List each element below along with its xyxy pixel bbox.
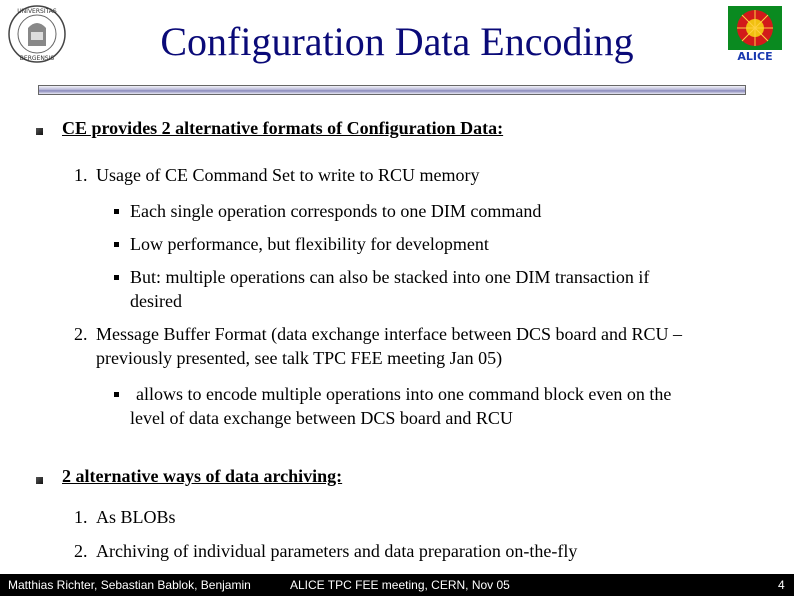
footer-authors: Matthias Richter, Sebastian Bablok, Benjamin [8,578,251,592]
slide-footer [0,574,794,596]
footer-page-number: 4 [778,578,785,592]
sub-item-text-continued: level of data exchange between DCS board and RCU [130,408,513,428]
list-number: 1. [74,507,88,527]
sub-item-text-continued: desired [130,291,182,311]
svg-text:BERGENSIS: BERGENSIS [19,55,55,62]
section-bullet-icon [36,128,43,135]
list-number: 2. [74,541,88,561]
list-item-text: Message Buffer Format (data exchange interface between DCS board and RCU – [96,324,682,344]
svg-text:UNIVERSITAS: UNIVERSITAS [17,8,57,15]
university-seal-logo [4,4,70,64]
svg-text:ALICE: ALICE [737,50,773,62]
list-item-text: As BLOBs [96,507,176,527]
list-item-text-continued: previously presented, see talk TPC FEE meeting Jan 05) [96,348,503,368]
alice-logo [722,4,788,62]
sub-bullet-icon [114,392,119,397]
list-item-text: Usage of CE Command Set to write to RCU memory [96,165,480,185]
section-bullet-icon [36,477,43,484]
list-number: 1. [74,165,88,185]
footer-meeting: ALICE TPC FEE meeting, CERN, Nov 05 [290,578,510,592]
title-divider-bar [38,85,746,95]
list-number: 2. [74,324,88,344]
sub-item-text: Each single operation corresponds to one DIM command [130,201,542,221]
sub-bullet-icon [114,275,119,280]
sub-bullet-icon [114,242,119,247]
sub-item-text: Low performance, but flexibility for development [130,234,489,254]
section-heading-formats: CE provides 2 alternative formats of Configuration Data: [62,118,504,138]
section-heading-archiving: 2 alternative ways of data archiving: [62,466,343,486]
list-item-text: Archiving of individual parameters and data preparation on-the-fly [96,541,578,561]
sub-item-text: allows to encode multiple operations into one command block even on the [136,384,672,404]
sub-item-text: But: multiple operations can also be stacked into one DIM transaction if [130,267,650,287]
sub-bullet-icon [114,209,119,214]
slide-title: Configuration Data Encoding [160,19,634,64]
